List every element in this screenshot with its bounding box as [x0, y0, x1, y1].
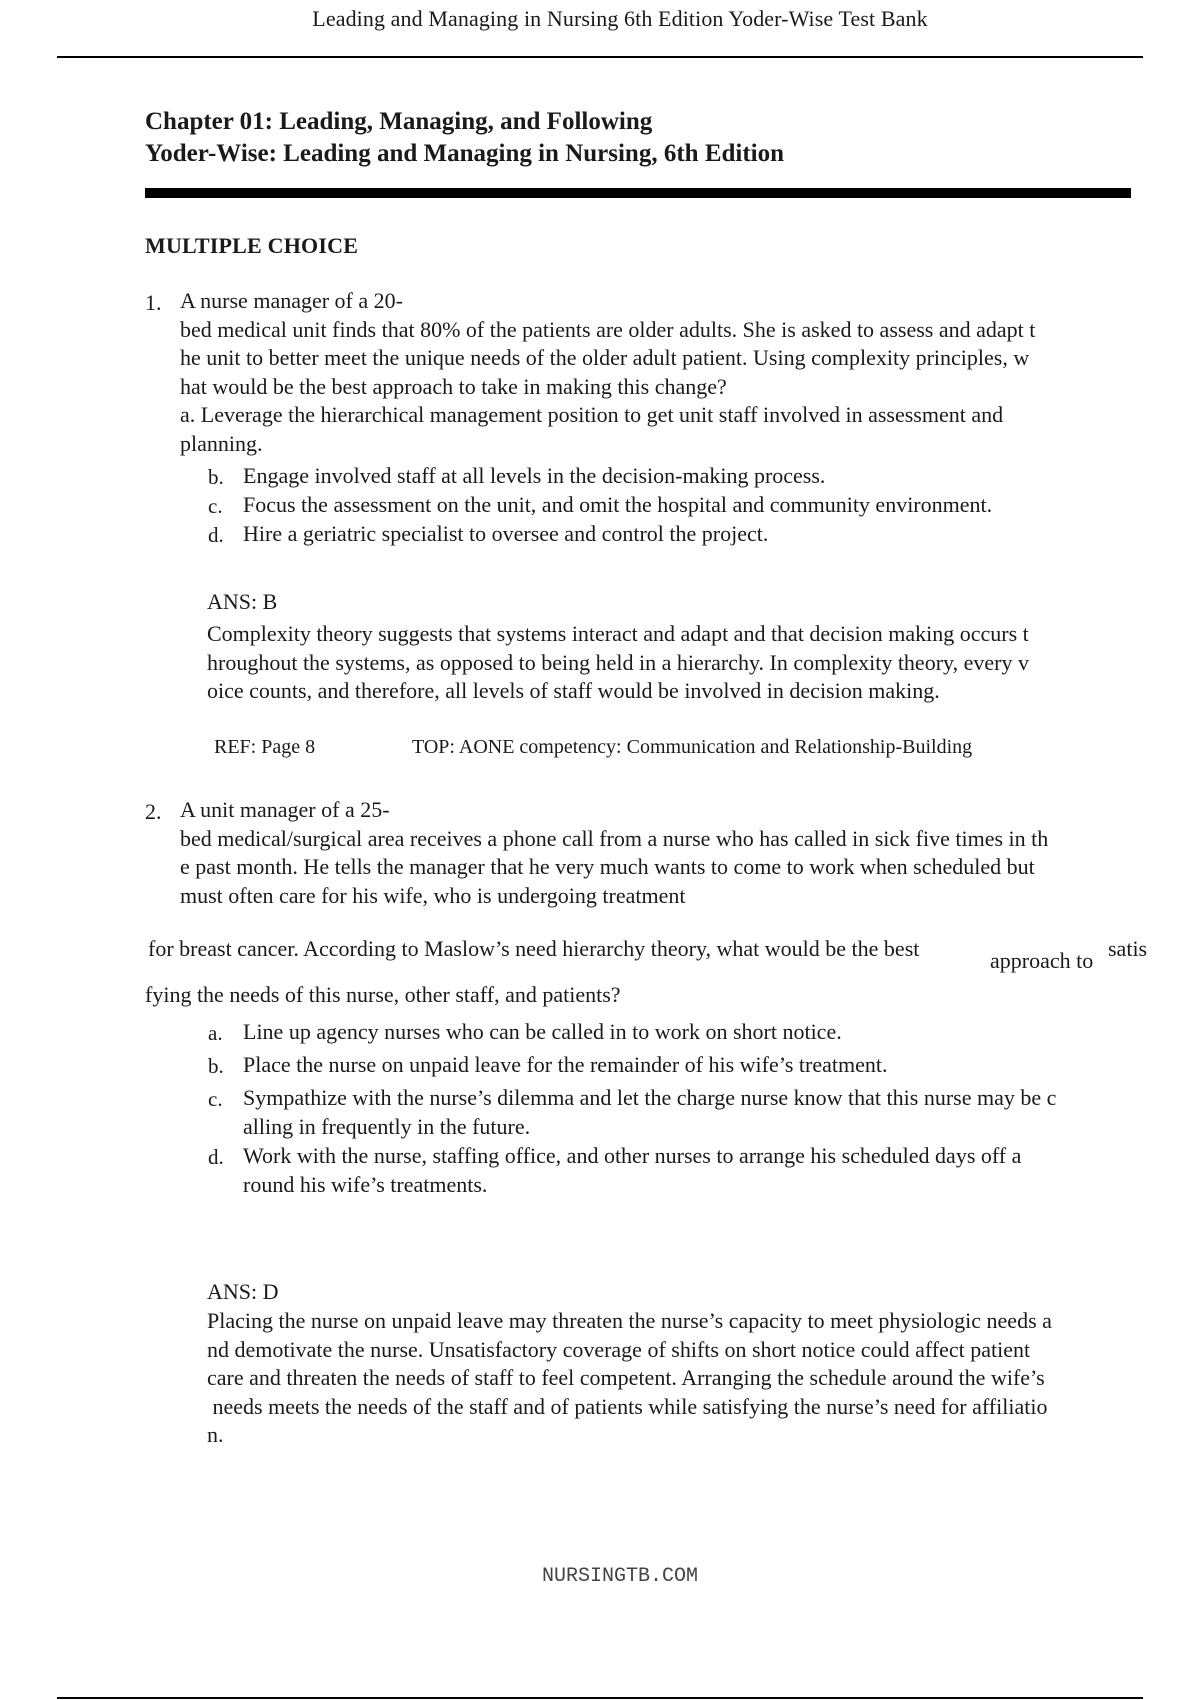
header-rule	[57, 56, 1143, 58]
option-letter: d.	[208, 523, 224, 547]
rationale-line: n.	[207, 1422, 224, 1447]
option-letter: c.	[208, 1087, 223, 1111]
footer-site: NURSINGTB.COM	[541, 1565, 699, 1588]
chapter-line-1: Chapter 01: Leading, Managing, and Following	[145, 108, 653, 135]
stem-line: e past month. He tells the manager that he very much wants to come to work when scheduled but	[180, 854, 1035, 879]
stem-continuation-sup: satis	[1108, 936, 1148, 961]
rationale	[207, 620, 1029, 706]
option-line: alling in frequently in the future.	[243, 1113, 531, 1139]
option-text: Focus the assessment on the unit, and omit the hospital and community environment.	[243, 492, 993, 517]
reference: REF: Page 8	[214, 736, 316, 758]
option-text: Hire a geriatric specialist to oversee and control the project.	[243, 521, 769, 546]
option-text	[243, 1084, 1056, 1141]
chapter-title	[145, 106, 784, 170]
stem-line: hat would be the best approach to take in making this change?	[180, 373, 727, 399]
rationale-line: nd demotivate the nurse. Unsatisfactory coverage of shifts on short notice could affect patient	[207, 1336, 1031, 1362]
question-number: 2.	[145, 799, 162, 824]
section-heading: MULTIPLE CHOICE	[145, 233, 359, 258]
rationale-line: care and threaten the needs of staff to feel competent. Arranging the schedule around the wife’s	[207, 1365, 1045, 1390]
rationale-line: Complexity theory suggests that systems interact and adapt and that decision making occurs t	[207, 621, 1029, 646]
stem-line: A nurse manager of a 20-	[180, 288, 403, 313]
option-a-line: a. Leverage the hierarchical management position to get unit staff involved in assessment and	[180, 402, 1004, 427]
question-stem	[180, 796, 1048, 910]
topic: TOP: AONE competency: Communication and Relationship-Building	[412, 736, 973, 758]
option-letter: b.	[208, 465, 224, 489]
stem-line: he unit to better meet the unique needs of the older adult patient. Using complexity principles, w	[180, 345, 1030, 370]
option-letter: b.	[208, 1054, 224, 1078]
footer-rule	[57, 1697, 1143, 1699]
stem-continuation-last: fying the needs of this nurse, other staff, and patients?	[145, 982, 621, 1007]
chapter-line-2: Yoder-Wise: Leading and Managing in Nursing, 6th Edition	[145, 140, 785, 167]
stem-line: must often care for his wife, who is undergoing treatment	[180, 882, 686, 908]
stem-continuation-sub: approach to	[990, 948, 1094, 973]
rationale-line: oice counts, and therefore, all levels of staff would be involved in decision making.	[207, 678, 940, 703]
chapter-rule	[145, 188, 1131, 198]
stem-line: A unit manager of a 25-	[180, 797, 390, 822]
answer-label: ANS: D	[207, 1279, 279, 1304]
question-stem	[180, 287, 1035, 458]
rationale-line: Placing the nurse on unpaid leave may threaten the nurse’s capacity to meet physiologic needs a	[207, 1308, 1052, 1333]
stem-line: bed medical/surgical area receives a phone call from a nurse who has called in sick five times in th	[180, 825, 1049, 851]
answer-label: ANS: B	[207, 589, 278, 614]
question-number: 1.	[145, 290, 162, 315]
option-letter: a.	[208, 1021, 223, 1045]
option-text: Place the nurse on unpaid leave for the remainder of his wife’s treatment.	[243, 1052, 888, 1077]
option-letter: d.	[208, 1145, 224, 1169]
option-text: Line up agency nurses who can be called in to work on short notice.	[243, 1019, 842, 1044]
stem-line: bed medical unit finds that 80% of the patients are older adults. She is asked to assess and adapt t	[180, 316, 1036, 342]
option-line: round his wife’s treatments.	[243, 1171, 488, 1197]
page-header: Leading and Managing in Nursing 6th Edition Yoder-Wise Test Bank	[312, 6, 928, 31]
rationale-line: hroughout the systems, as opposed to being held in a hierarchy. In complexity theory, every v	[207, 649, 1029, 675]
option-line: Sympathize with the nurse’s dilemma and let the charge nurse know that this nurse may be c	[243, 1085, 1057, 1110]
option-text	[243, 1142, 1021, 1199]
rationale-line: needs meets the needs of the staff and of patients while satisfying the nurse’s need for affiliatio	[207, 1393, 1048, 1419]
option-line: Work with the nurse, staffing office, and other nurses to arrange his scheduled days off a	[243, 1143, 1022, 1168]
option-text: Engage involved staff at all levels in the decision-making process.	[243, 463, 826, 488]
option-a-line: planning.	[180, 430, 263, 456]
option-letter: c.	[208, 494, 223, 518]
rationale	[207, 1307, 1052, 1450]
stem-continuation: for breast cancer. According to Maslow’s need hierarchy theory, what would be the best	[148, 936, 920, 961]
